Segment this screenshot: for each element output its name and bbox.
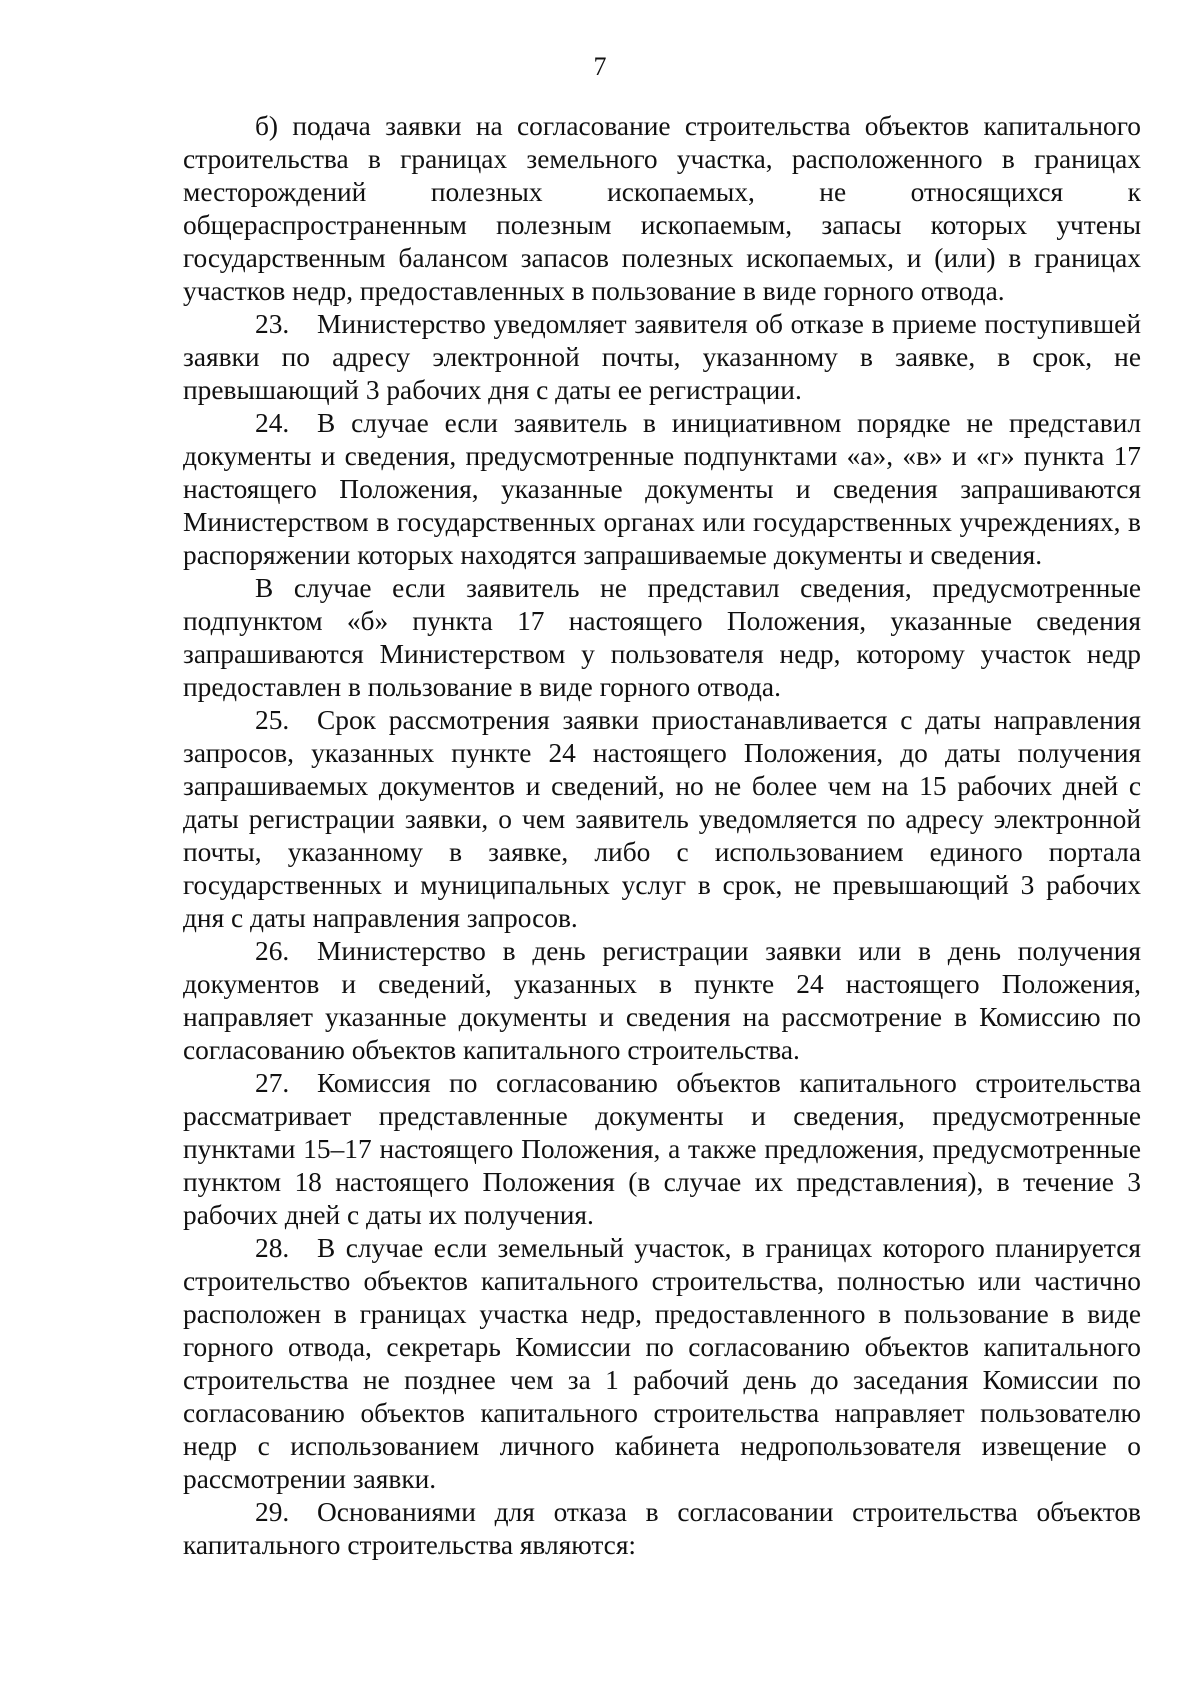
paragraph-number: 25.	[255, 705, 290, 735]
paragraph-number: 23.	[255, 309, 290, 339]
paragraph-28	[183, 1232, 1141, 1496]
paragraph-text: Министерство уведомляет заявителя об отказе в приеме поступившей заявки по адресу электронной почты, указанному в заявке, в срок, не превышающий 3 рабочих дня с даты ее регистрации.	[183, 309, 1141, 405]
document-body	[183, 110, 1141, 1562]
paragraph-text: Срок рассмотрения заявки приостанавливается с даты направления запросов, указанных пункте 24 настоящего Положения, до даты получения запрашиваемых документов и сведений, но не более чем на 15 рабочих дней с даты регистрации заявки, о чем заявитель уведомляется по адресу электронной почты, указанному в заявке, либо с использованием единого портала государственных и муниципальных услуг в срок, не превышающий 3 рабочих дня с даты направления запросов.	[183, 705, 1141, 933]
paragraph-b	[183, 110, 1141, 308]
paragraph-text: Основаниями для отказа в согласовании строительства объектов капитального строительства являются:	[183, 1497, 1141, 1560]
paragraph-24	[183, 407, 1141, 572]
paragraph-number: 26.	[255, 936, 290, 966]
paragraph-26	[183, 935, 1141, 1067]
paragraph-23	[183, 308, 1141, 407]
paragraph-27	[183, 1067, 1141, 1232]
paragraph-24-continued	[183, 572, 1141, 704]
paragraph-number: 28.	[255, 1233, 290, 1263]
paragraph-text: В случае если заявитель не представил сведения, предусмотренные подпунктом «б» пункта 17 настоящего Положения, указанные сведения запрашиваются Министерством у пользователя недр, которому участок недр предоставлен в пользование в виде горного отвода.	[183, 573, 1141, 702]
paragraph-text: В случае если земельный участок, в границах которого планируется строительство объектов капитального строительства, полностью или частично расположен в границах участка недр, предоставленного в пользование в виде горного отвода, секретарь Комиссии по согласованию объектов капитального строительства не позднее чем за 1 рабочий день до заседания Комиссии по согласованию объектов капитального строительства направляет пользователю недр с использованием личного кабинета недропользователя извещение о рассмотрении заявки.	[183, 1233, 1141, 1494]
paragraph-number: 29.	[255, 1497, 290, 1527]
paragraph-25	[183, 704, 1141, 935]
paragraph-29	[183, 1496, 1141, 1562]
paragraph-text: б) подача заявки на согласование строительства объектов капитального строительства в границах земельного участка, расположенного в границах месторождений полезных ископаемых, не относящихся к общераспространенным полезным ископаемым, запасы которых учтены государственным балансом запасов полезных ископаемых, и (или) в границах участков недр, предоставленных в пользование в виде горного отвода.	[183, 111, 1141, 306]
paragraph-text: Министерство в день регистрации заявки или в день получения документов и сведений, указанных в пункте 24 настоящего Положения, направляет указанные документы и сведения на рассмотрение в Комиссию по согласованию объектов капитального строительства.	[183, 936, 1141, 1065]
paragraph-number: 27.	[255, 1068, 290, 1098]
paragraph-text: Комиссия по согласованию объектов капитального строительства рассматривает представленные документы и сведения, предусмотренные пунктами 15–17 настоящего Положения, а также предложения, предусмотренные пунктом 18 настоящего Положения (в случае их представления), в течение 3 рабочих дней с даты их получения.	[183, 1068, 1141, 1230]
paragraph-text: В случае если заявитель в инициативном порядке не представил документы и сведения, предусмотренные подпунктами «а», «в» и «г» пункта 17 настоящего Положения, указанные документы и сведения запрашиваются Министерством в государственных органах или государственных учреждениях, в распоряжении которых находятся запрашиваемые документы и сведения.	[183, 408, 1141, 570]
paragraph-number: 24.	[255, 408, 290, 438]
page-number: 7	[593, 52, 607, 81]
